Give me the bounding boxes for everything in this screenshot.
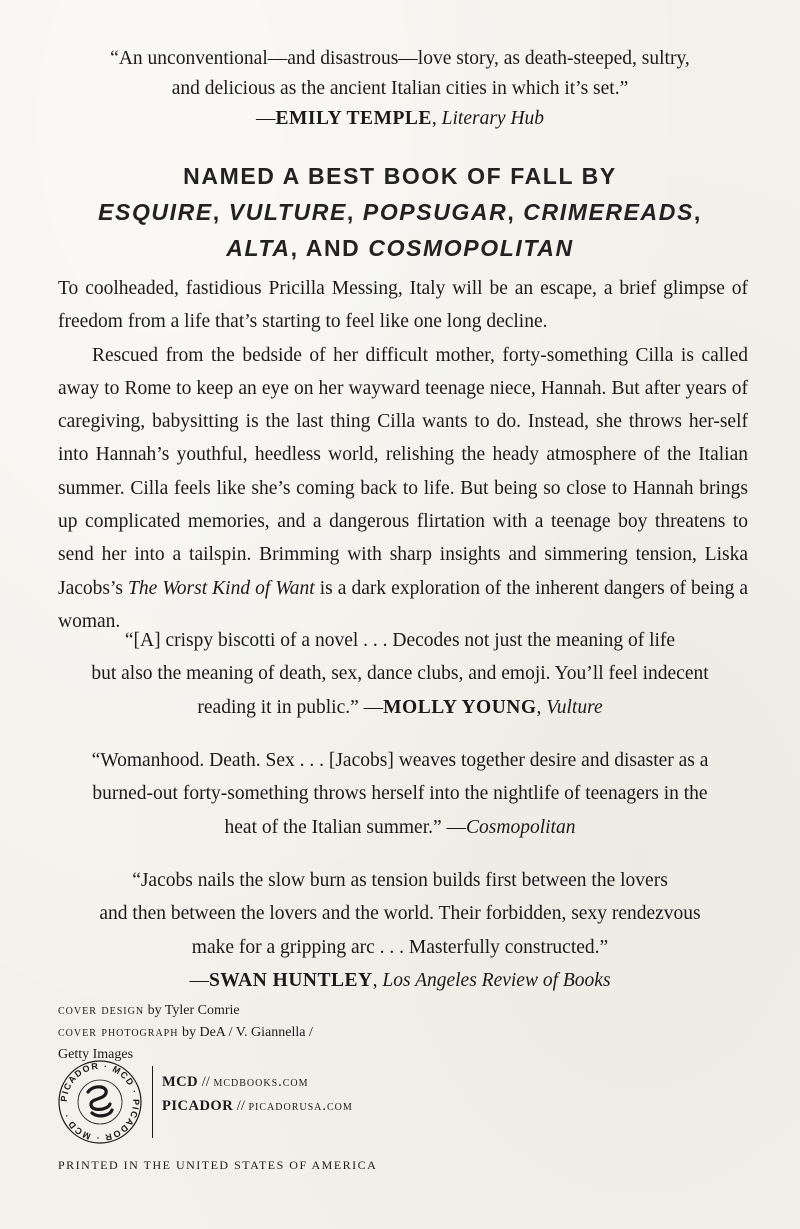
description-paragraph: Rescued from the bedside of her difficult mother, forty-something Cilla is called away to Rome to keep an eye on her wayward teenage niece, Hannah. But after years of caregiving, babysitting is the last thing Cilla wants to do. Instead, she throws her-self into Hannah’s youthful, heedless world, relishing the heady atmosphere of the Italian summer. Cilla feels like she’s coming back to life. But being so close to Hannah brings up complicated memories, and a dangerous flirtation with a teenage boy threatens to send her into a tailspin. Brimming with sharp insights and simmering tension, Liska Jacobs’s The Worst Kind of Want is a dark exploration of the inherent dangers of being a woman.	[58, 344, 749, 632]
quote-source: Cosmopolitan	[466, 816, 576, 838]
quote-author: SWAN HUNTLEY	[208, 969, 373, 991]
vertical-divider	[152, 1066, 153, 1138]
quote-emily-temple	[40, 44, 760, 134]
publisher-block	[58, 1060, 458, 1146]
printed-notice: PRINTED IN THE UNITED STATES OF AMERICA	[58, 1158, 378, 1172]
quote-attribution: —EMILY TEMPLE, Literary Hub	[255, 108, 545, 129]
quote-cosmopolitan: “Womanhood. Death. Sex . . . [Jacobs] weaves together desire and disaster as a burned-out forty-something throws herself into the nightlife of teenagers in the heat of the Italian summer.” —Cosmopolitan	[91, 750, 709, 838]
publisher-url: picadorusa.com	[248, 1098, 353, 1114]
picador-mcd-seal-icon	[58, 1060, 142, 1144]
best-book-heading: NAMED A BEST BOOK OF FALL BY ESQUIRE, VULTURE, POPSUGAR, CRIMEREADS, ALTA, AND COSMOPOLITAN	[98, 163, 702, 261]
cover-credits: cover design by Tyler Comrie cover photograph by DeA / V. Giannella / Getty Images	[58, 1003, 313, 1062]
book-description	[58, 272, 748, 638]
credit-label: cover photograph	[58, 1025, 179, 1040]
quote-source: Vulture	[546, 696, 603, 718]
quote-line: “An unconventional—and disastrous—love story, as death-steeped, sultry,	[110, 48, 690, 69]
quote-molly-young: “[A] crispy biscotti of a novel . . . Decodes not just the meaning of life but also the meaning of death, sex, dance clubs, and emoji. You’ll feel indecent reading it in public.” —MOLLY YOUNG, Vulture	[91, 630, 709, 718]
publisher-url: mcdbooks.com	[213, 1074, 309, 1090]
quote-swan-huntley: “Jacobs nails the slow burn as tension builds first between the lovers and then between the lovers and the world. Their forbidden, sexy rendezvous make for a gripping arc . . . Masterfully constructed.” —SWAN HUNTLEY, Los Angeles Review of Books	[99, 870, 701, 991]
book-title: The Worst Kind of Want	[128, 577, 315, 599]
quote-source: Literary Hub	[441, 108, 545, 129]
description-paragraph: To coolheaded, fastidious Pricilla Messing, Italy will be an escape, a brief glimpse of freedom from a life that’s starting to feel like one long decline.	[58, 278, 748, 333]
quote-source: Los Angeles Review of Books	[382, 969, 611, 991]
publisher-links: MCD // mcdbooks.com PICADOR // picadorusa.com	[162, 1074, 353, 1114]
quote-author: EMILY TEMPLE	[275, 108, 432, 129]
credit-label: cover design	[58, 1003, 145, 1018]
quote-author: MOLLY YOUNG	[383, 696, 537, 718]
svg-text:PICADOR · MCD · PICADOR · MCD: PICADOR · MCD · PICADOR · MCD ·	[58, 1060, 142, 1144]
quote-line: and delicious as the ancient Italian cities in which it’s set.”	[171, 78, 629, 99]
